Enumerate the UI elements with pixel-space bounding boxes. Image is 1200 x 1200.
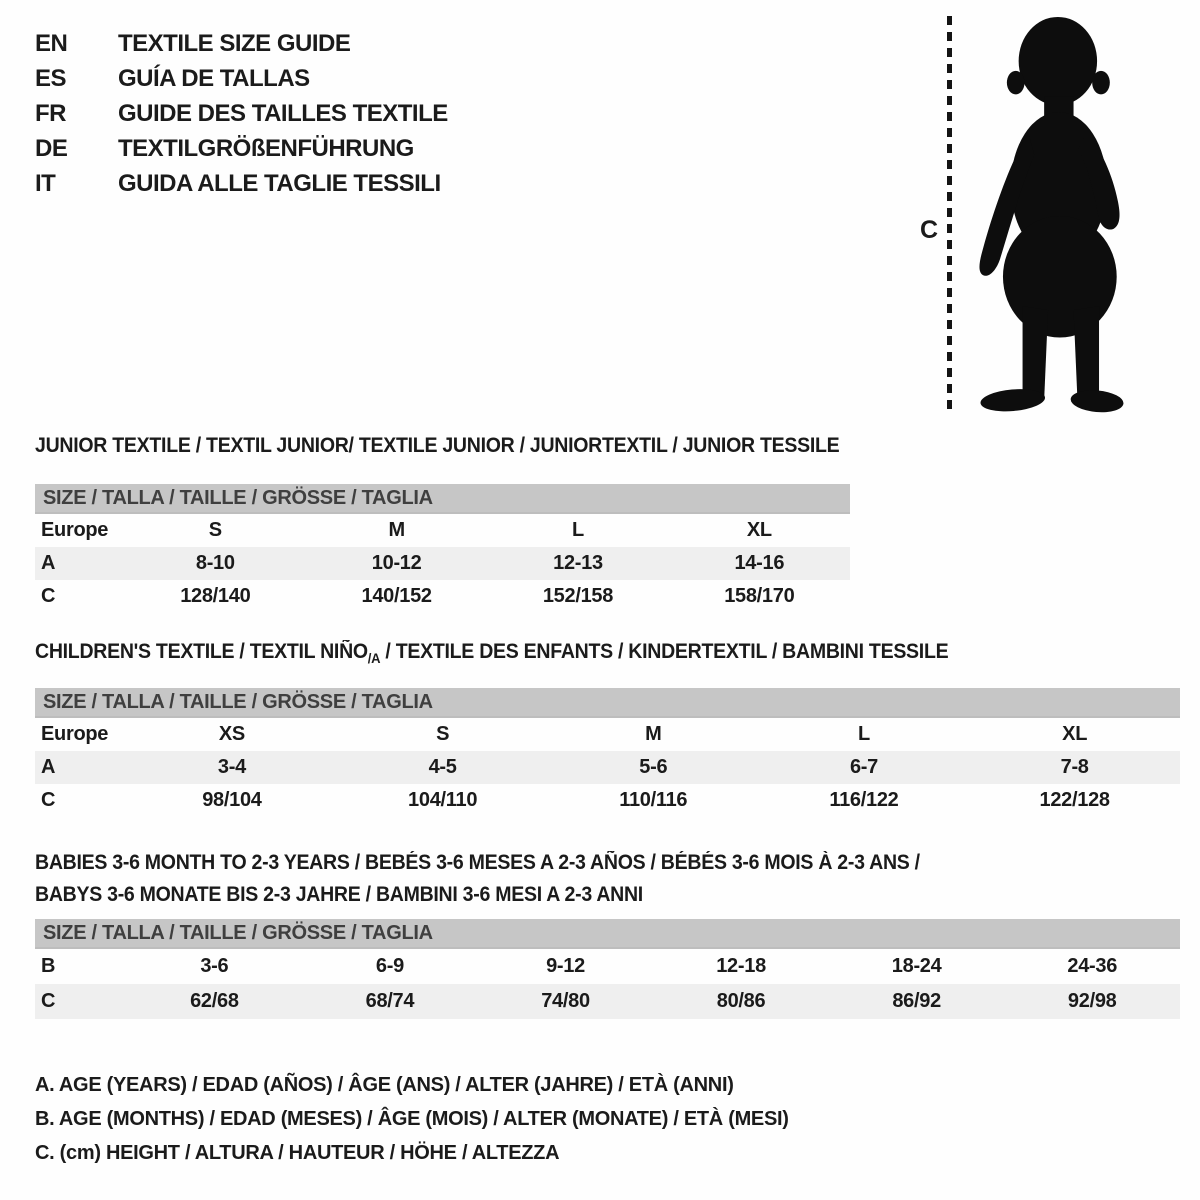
table-row (35, 580, 850, 613)
babies-size-table (35, 919, 1180, 1019)
cell: 6-7 (759, 751, 970, 784)
table-row (35, 717, 1180, 751)
cell: 98/104 (202, 789, 262, 811)
children-heading-suffix: / TEXTILE DES ENFANTS / KINDERTEXTIL / BAMBINI TESSILE (380, 640, 949, 663)
size-header-bar: SIZE / TALLA / TAILLE / GRÖSSE / TAGLIA (35, 688, 1180, 717)
cell: 9-12 (546, 955, 585, 977)
cell: 6-9 (375, 955, 404, 977)
cell: S (208, 519, 222, 541)
language-row (35, 131, 448, 166)
language-list (35, 26, 448, 201)
children-section-heading (35, 640, 948, 666)
cell: 140/152 (361, 585, 432, 607)
language-code: EN (35, 29, 68, 57)
cell: 18-24 (891, 955, 942, 977)
cell: 152/158 (542, 585, 614, 607)
babies-section-heading-line2: BABYS 3-6 MONATE BIS 2-3 JAHRE / BAMBINI 3-6 MESI A 2-3 ANNI (35, 883, 643, 906)
cell: S (436, 723, 450, 745)
cell: 14-16 (669, 547, 850, 580)
junior-size-table (35, 484, 850, 613)
cell: 5-6 (548, 751, 759, 784)
cell: XL (1062, 723, 1088, 745)
cell: XL (746, 519, 772, 541)
cell: 122/128 (1039, 789, 1110, 811)
row-label: C (41, 789, 56, 811)
language-row (35, 26, 448, 61)
row-label: A (35, 547, 125, 580)
footnote-c: C. (cm) HEIGHT / ALTURA / HAUTEUR / HÖHE / ALTEZZA (35, 1141, 560, 1164)
cell: 12-13 (487, 547, 668, 580)
cell: 3-4 (127, 751, 338, 784)
cell: 86/92 (829, 984, 1005, 1019)
row-label: C (41, 585, 56, 607)
footnote-b: B. AGE (MONTHS) / EDAD (MESES) / ÂGE (MOIS) / ALTER (MONATE) / ETÀ (MESI) (35, 1107, 789, 1130)
cell: 12-18 (716, 955, 766, 977)
language-title: GUIDE DES TAILLES TEXTILE (118, 99, 448, 127)
row-label: A (35, 751, 127, 784)
cell: XS (218, 723, 245, 745)
language-row (35, 166, 448, 201)
cell: 116/122 (829, 789, 899, 811)
cell: L (857, 723, 870, 745)
row-label: C (35, 984, 127, 1019)
cell: 104/110 (408, 789, 478, 811)
cell: 4-5 (337, 751, 548, 784)
children-size-table (35, 688, 1180, 817)
language-code: DE (35, 134, 68, 162)
cell: L (572, 519, 584, 541)
cell: 62/68 (127, 984, 303, 1019)
cell: 110/116 (619, 789, 688, 811)
language-code: FR (35, 99, 66, 127)
row-label: Europe (41, 519, 109, 541)
size-header-bar: SIZE / TALLA / TAILLE / GRÖSSE / TAGLIA (35, 484, 850, 513)
table-row (35, 547, 850, 580)
row-label: B (41, 955, 56, 977)
cell: 24-36 (1067, 955, 1118, 977)
toddler-silhouette-icon (962, 14, 1140, 414)
language-title: GUÍA DE TALLAS (118, 64, 310, 92)
cell: 10-12 (306, 547, 487, 580)
cell: 158/170 (724, 585, 795, 607)
table-row (35, 784, 1180, 817)
footnotes (35, 1068, 789, 1170)
junior-section-heading: JUNIOR TEXTILE / TEXTIL JUNIOR/ TEXTILE JUNIOR / JUNIORTEXTIL / JUNIOR TESSILE (35, 434, 840, 457)
language-row (35, 96, 448, 131)
height-measure-label: C (920, 216, 939, 244)
height-measure-dashed-line (947, 16, 952, 414)
babies-section-heading-line1: BABIES 3-6 MONTH TO 2-3 YEARS / BEBÉS 3-6 MESES A 2-3 AÑOS / BÉBÉS 3-6 MOIS À 2-3 ANS / (35, 851, 920, 874)
language-row (35, 61, 448, 96)
table-row (35, 948, 1180, 984)
cell: 80/86 (653, 984, 829, 1019)
language-title: GUIDA ALLE TAGLIE TESSILI (118, 169, 441, 197)
cell: 3-6 (200, 955, 229, 977)
cell: 128/140 (180, 585, 251, 607)
cell: M (645, 723, 662, 745)
cell: 74/80 (478, 984, 654, 1019)
language-title: TEXTILGRÖßENFÜHRUNG (118, 134, 414, 162)
cell: M (388, 519, 405, 541)
table-row (35, 751, 1180, 784)
cell: 8-10 (125, 547, 306, 580)
language-code: ES (35, 64, 67, 92)
language-title: TEXTILE SIZE GUIDE (118, 29, 351, 57)
table-row (35, 984, 1180, 1019)
footnote-a: A. AGE (YEARS) / EDAD (AÑOS) / ÂGE (ANS) / ALTER (JAHRE) / ETÀ (ANNI) (35, 1073, 734, 1096)
language-code: IT (35, 169, 56, 197)
size-header-bar: SIZE / TALLA / TAILLE / GRÖSSE / TAGLIA (35, 919, 1180, 948)
row-label: Europe (41, 723, 109, 745)
table-row (35, 513, 850, 547)
cell: 68/74 (302, 984, 478, 1019)
children-heading-prefix: CHILDREN'S TEXTILE / TEXTIL NIÑO (35, 640, 368, 663)
cell: 92/98 (1004, 984, 1180, 1019)
cell: 7-8 (969, 751, 1180, 784)
children-heading-subscript: /A (367, 650, 381, 666)
